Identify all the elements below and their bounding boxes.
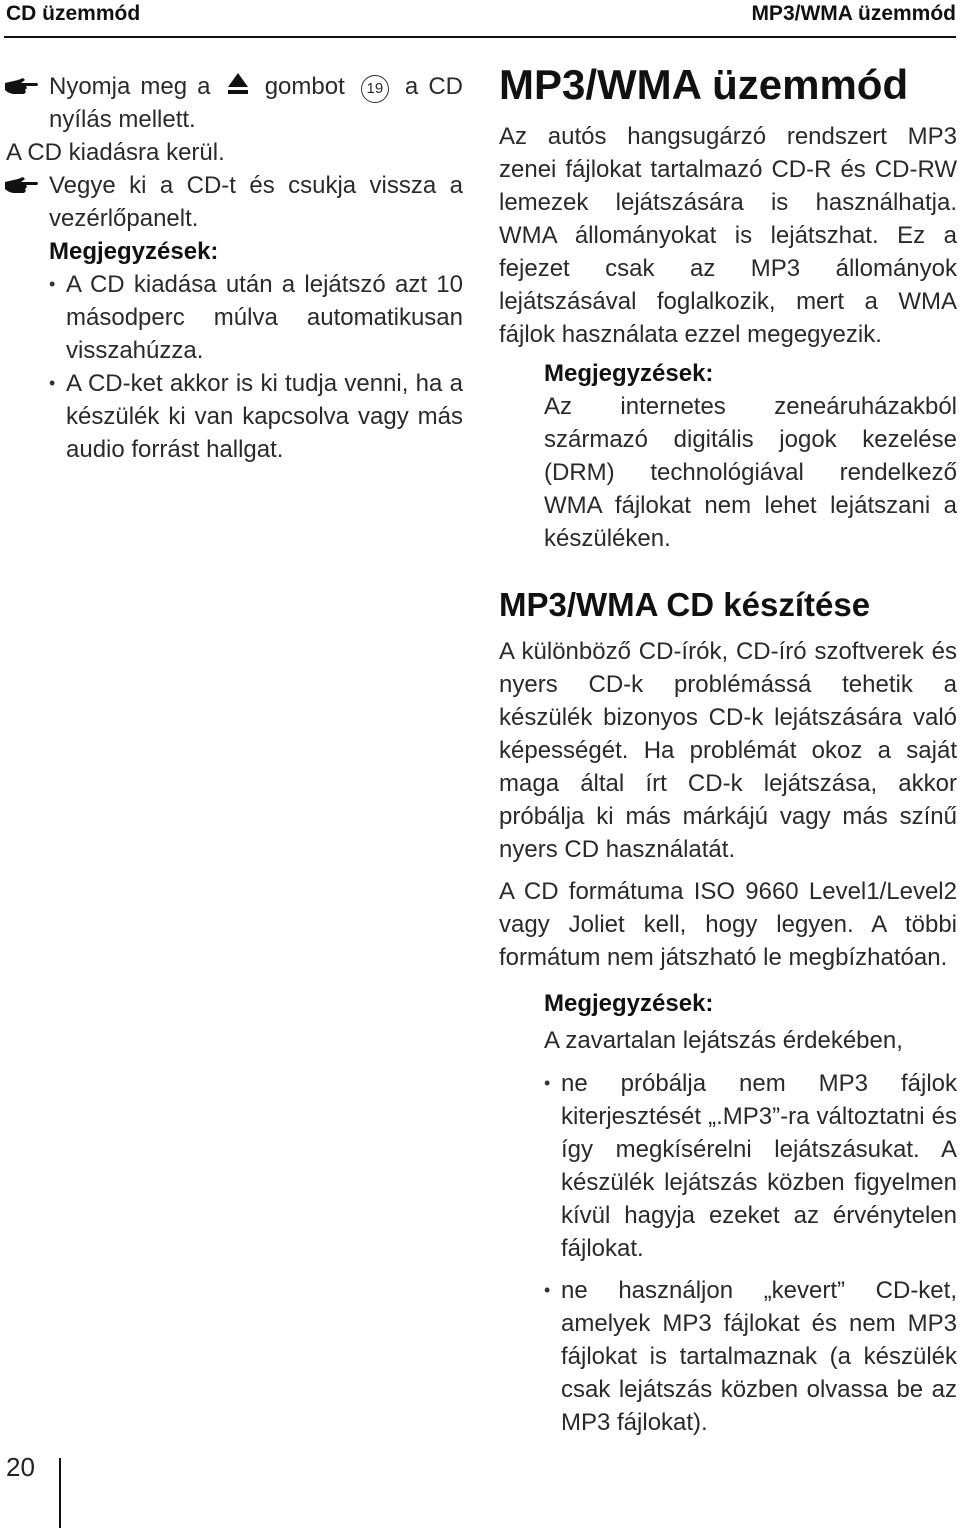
- note-text: • A CD-ket akkor is ki tudja venni, ha a készülék ki van kapcsolva vagy más audio forrást hallgat.: [66, 370, 463, 463]
- step2-text: Vegye ki a CD-t és csukja vissza a vezérlőpanelt.: [49, 172, 463, 232]
- section-title: MP3/WMA üzemmód: [499, 61, 909, 108]
- note-text: • ne használjon „kevert” CD-ket, amelyek MP3 fájlokat és nem MP3 fájlokat is tartalmaznak (a készülék csak lejátszás közben olvassa be az MP3 fájlokat).: [561, 1277, 957, 1436]
- notes-title: Megjegyzések:: [544, 360, 714, 387]
- page-number-rule: [59, 1458, 61, 1528]
- notes-title: Megjegyzések:: [544, 990, 714, 1017]
- left-notes: [6, 235, 463, 466]
- drm-note: [499, 357, 957, 555]
- running-header-right: MP3/WMA üzemmód: [751, 2, 956, 25]
- left-column: [6, 70, 463, 466]
- page-number: 20: [6, 1452, 35, 1482]
- header-rule: [4, 36, 956, 38]
- notes-title: Megjegyzések:: [49, 238, 219, 265]
- playback-notes: [499, 987, 957, 1439]
- cd-format-paragraph: A CD formátuma ISO 9660 Level1/Level2 vagy Joliet kell, hogy legyen. A többi formátum nem játszható le megbízhatóan.: [499, 878, 957, 971]
- note-bullet: [49, 367, 463, 466]
- instruction-step-1: [6, 70, 463, 136]
- notes-intro: A zavartalan lejátszás érdekében,: [544, 1027, 903, 1054]
- pointing-hand-icon: [4, 76, 40, 96]
- cd-writer-paragraph: A különböző CD-írók, CD-író szoftverek és nyers CD-k problémássá tehetik a készülék bizonyos CD-k lejátszására való képességét. Ha problémát okoz a saját maga által írt CD-k lejátszása, akkor próbálja ki más márkájú vagy más színű nyers CD használatát.: [499, 638, 957, 863]
- note-bullet: [544, 1274, 957, 1439]
- step1-result: A CD kiadásra kerül.: [6, 139, 225, 166]
- note-text: • ne próbálja nem MP3 fájlok kiterjesztését „.MP3”-ra változtatni és így megkísérelni lejátszásukat. A készülék lejátszás közben figyelmen kívül hagyja ezeket az érvénytelen fájlokat.: [561, 1070, 957, 1262]
- note-bullet: [544, 1067, 957, 1265]
- eject-icon: [227, 71, 249, 97]
- step1-text-post: a CD nyílás mellett.: [49, 73, 463, 133]
- right-column: [499, 60, 957, 1439]
- running-header-left: CD üzemmód: [6, 2, 141, 25]
- note-bullet: [49, 268, 463, 367]
- intro-paragraph: Az autós hangsugárzó rendszert MP3 zenei fájlokat tartalmazó CD-R és CD-RW lemezek lejátszására is használhatja. WMA állományokat is lejátszhat. Ez a fejezet csak az MP3 állományok lejátszásával foglalkozik, mert a WMA fájlok használata ezzel megegyezik.: [499, 123, 957, 348]
- note-text: • A CD kiadása után a lejátszó azt 10 másodperc múlva automatikusan visszahúzza.: [66, 271, 463, 364]
- pointing-hand-icon: [4, 175, 40, 195]
- subsection-title: MP3/WMA CD készítése: [499, 586, 871, 623]
- instruction-step-2: [6, 169, 463, 235]
- reference-number-badge: 19: [361, 75, 389, 103]
- step1-text-mid: gombot: [264, 73, 345, 100]
- drm-note-text: Az internetes zeneáruházakból származó digitális jogok kezelése (DRM) technológiával rendelkező WMA fájlokat nem lehet lejátszani a készüléken.: [544, 393, 957, 552]
- step1-text-pre: Nyomja meg a: [49, 73, 211, 100]
